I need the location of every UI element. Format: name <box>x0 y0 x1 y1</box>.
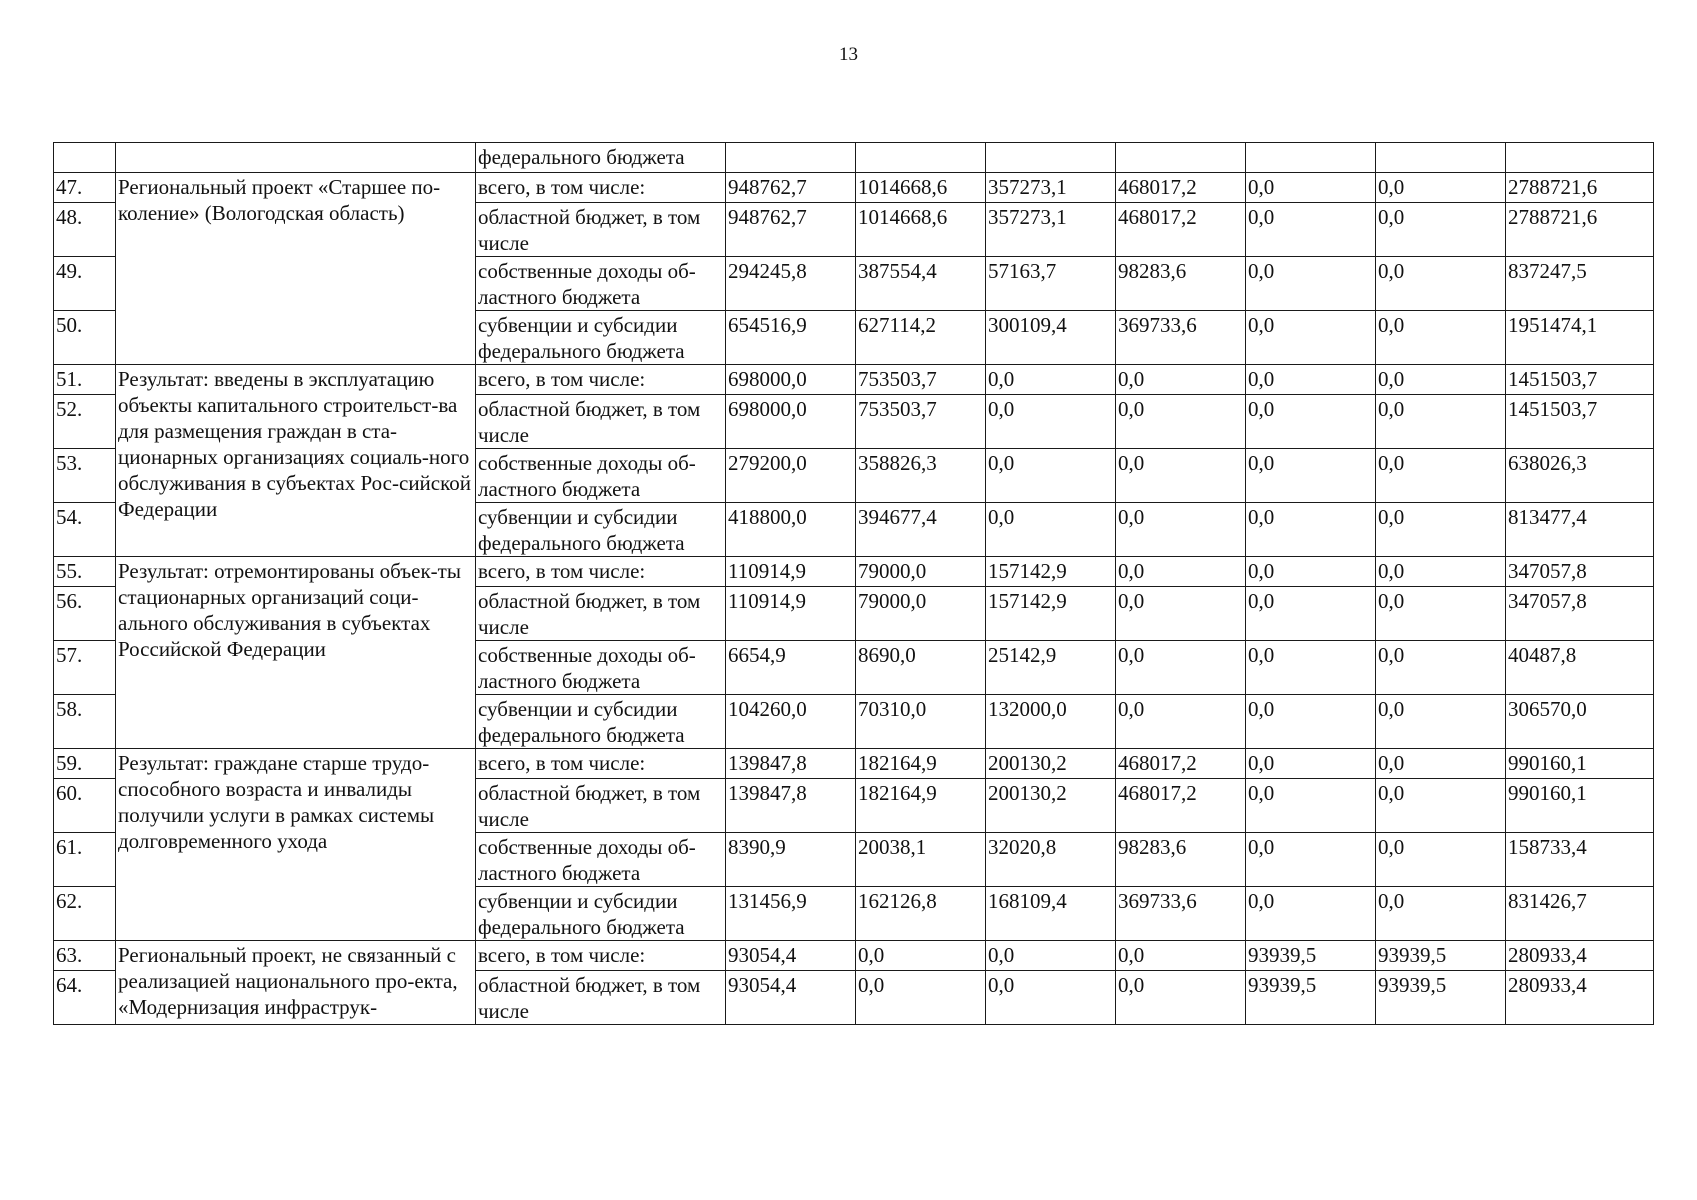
value-cell: 0,0 <box>1116 365 1246 395</box>
project-name: Региональный проект «Старшее по-коление» (Вологодская область) <box>116 173 476 365</box>
value-cell: 753503,7 <box>856 365 986 395</box>
row-index: 60. <box>54 779 116 833</box>
funding-category: собственные доходы об-ластного бюджета <box>476 833 726 887</box>
value-cell: 2788721,6 <box>1506 203 1654 257</box>
value-cell: 358826,3 <box>856 449 986 503</box>
value-cell: 0,0 <box>1246 779 1376 833</box>
row-index: 64. <box>54 971 116 1025</box>
value-cell: 394677,4 <box>856 503 986 557</box>
value-cell: 93939,5 <box>1376 941 1506 971</box>
value-cell: 93939,5 <box>1246 971 1376 1025</box>
row-index: 63. <box>54 941 116 971</box>
funding-category: субвенции и субсидии федерального бюджета <box>476 695 726 749</box>
value-cell: 157142,9 <box>986 587 1116 641</box>
project-name: Региональный проект, не связанный с реализацией национального про-екта, «Модернизация инфраструк- <box>116 941 476 1025</box>
value-cell: 0,0 <box>1376 449 1506 503</box>
value-cell: 280933,4 <box>1506 971 1654 1025</box>
value-cell: 627114,2 <box>856 311 986 365</box>
value-cell <box>1116 143 1246 173</box>
funding-category: областной бюджет, в том числе <box>476 779 726 833</box>
value-cell: 837247,5 <box>1506 257 1654 311</box>
index-cell <box>54 143 116 173</box>
value-cell: 753503,7 <box>856 395 986 449</box>
value-cell: 0,0 <box>1376 365 1506 395</box>
name-cell <box>116 143 476 173</box>
row-index: 56. <box>54 587 116 641</box>
value-cell: 357273,1 <box>986 203 1116 257</box>
row-index: 55. <box>54 557 116 587</box>
value-cell: 0,0 <box>1246 503 1376 557</box>
value-cell: 70310,0 <box>856 695 986 749</box>
row-index: 62. <box>54 887 116 941</box>
value-cell: 0,0 <box>1246 173 1376 203</box>
value-cell: 0,0 <box>986 395 1116 449</box>
table-row <box>54 173 1654 203</box>
value-cell: 0,0 <box>1246 257 1376 311</box>
value-cell: 0,0 <box>1116 587 1246 641</box>
value-cell: 168109,4 <box>986 887 1116 941</box>
value-cell: 0,0 <box>986 503 1116 557</box>
value-cell: 0,0 <box>1246 695 1376 749</box>
value-cell: 0,0 <box>986 449 1116 503</box>
value-cell: 347057,8 <box>1506 557 1654 587</box>
value-cell: 139847,8 <box>726 779 856 833</box>
value-cell: 132000,0 <box>986 695 1116 749</box>
value-cell <box>1506 143 1654 173</box>
row-index: 54. <box>54 503 116 557</box>
value-cell: 0,0 <box>1376 557 1506 587</box>
value-cell: 20038,1 <box>856 833 986 887</box>
page-number: 13 <box>839 44 858 65</box>
funding-category: всего, в том числе: <box>476 749 726 779</box>
value-cell <box>1246 143 1376 173</box>
value-cell: 0,0 <box>1376 779 1506 833</box>
value-cell: 93939,5 <box>1246 941 1376 971</box>
value-cell: 0,0 <box>986 365 1116 395</box>
value-cell: 104260,0 <box>726 695 856 749</box>
value-cell: 698000,0 <box>726 365 856 395</box>
value-cell: 0,0 <box>1376 887 1506 941</box>
project-name: Результат: отремонтированы объек-ты стационарных организаций соци-ального обслуживания в субъектах Российской Федерации <box>116 557 476 749</box>
value-cell: 93939,5 <box>1376 971 1506 1025</box>
value-cell: 369733,6 <box>1116 887 1246 941</box>
value-cell: 0,0 <box>1376 587 1506 641</box>
value-cell: 0,0 <box>1246 365 1376 395</box>
value-cell: 468017,2 <box>1116 203 1246 257</box>
value-cell: 200130,2 <box>986 749 1116 779</box>
value-cell: 0,0 <box>1376 503 1506 557</box>
value-cell: 79000,0 <box>856 587 986 641</box>
value-cell: 0,0 <box>1376 257 1506 311</box>
value-cell: 1014668,6 <box>856 203 986 257</box>
value-cell: 182164,9 <box>856 779 986 833</box>
value-cell: 1951474,1 <box>1506 311 1654 365</box>
value-cell: 0,0 <box>1116 557 1246 587</box>
value-cell: 0,0 <box>1376 749 1506 779</box>
value-cell: 369733,6 <box>1116 311 1246 365</box>
value-cell: 98283,6 <box>1116 833 1246 887</box>
value-cell: 8690,0 <box>856 641 986 695</box>
row-index: 51. <box>54 365 116 395</box>
category-cell: федерального бюджета <box>476 143 726 173</box>
funding-category: всего, в том числе: <box>476 173 726 203</box>
value-cell <box>986 143 1116 173</box>
value-cell: 0,0 <box>1246 749 1376 779</box>
value-cell: 0,0 <box>1116 971 1246 1025</box>
value-cell: 110914,9 <box>726 587 856 641</box>
value-cell: 698000,0 <box>726 395 856 449</box>
value-cell <box>856 143 986 173</box>
value-cell: 0,0 <box>1376 311 1506 365</box>
value-cell: 0,0 <box>1116 503 1246 557</box>
value-cell: 1014668,6 <box>856 173 986 203</box>
value-cell: 79000,0 <box>856 557 986 587</box>
table-row <box>54 749 1654 779</box>
value-cell: 0,0 <box>1246 587 1376 641</box>
value-cell: 357273,1 <box>986 173 1116 203</box>
value-cell: 0,0 <box>1376 695 1506 749</box>
row-index: 61. <box>54 833 116 887</box>
value-cell: 654516,9 <box>726 311 856 365</box>
funding-category: субвенции и субсидии федерального бюджета <box>476 887 726 941</box>
value-cell: 813477,4 <box>1506 503 1654 557</box>
value-cell: 0,0 <box>986 971 1116 1025</box>
value-cell: 300109,4 <box>986 311 1116 365</box>
funding-category: областной бюджет, в том числе <box>476 587 726 641</box>
value-cell <box>1376 143 1506 173</box>
value-cell: 0,0 <box>1246 449 1376 503</box>
value-cell: 0,0 <box>1116 695 1246 749</box>
funding-category: областной бюджет, в том числе <box>476 203 726 257</box>
row-index: 49. <box>54 257 116 311</box>
funding-category: всего, в том числе: <box>476 941 726 971</box>
value-cell <box>726 143 856 173</box>
funding-category: собственные доходы об-ластного бюджета <box>476 641 726 695</box>
funding-category: субвенции и субсидии федерального бюджета <box>476 503 726 557</box>
row-index: 57. <box>54 641 116 695</box>
value-cell: 831426,7 <box>1506 887 1654 941</box>
value-cell: 306570,0 <box>1506 695 1654 749</box>
value-cell: 0,0 <box>1116 641 1246 695</box>
value-cell: 0,0 <box>1246 641 1376 695</box>
value-cell: 0,0 <box>986 941 1116 971</box>
budget-table <box>53 142 1654 1025</box>
value-cell: 182164,9 <box>856 749 986 779</box>
row-index: 53. <box>54 449 116 503</box>
value-cell: 990160,1 <box>1506 779 1654 833</box>
value-cell: 0,0 <box>1246 833 1376 887</box>
value-cell: 387554,4 <box>856 257 986 311</box>
value-cell: 0,0 <box>1246 557 1376 587</box>
value-cell: 40487,8 <box>1506 641 1654 695</box>
row-index: 59. <box>54 749 116 779</box>
value-cell: 1451503,7 <box>1506 395 1654 449</box>
value-cell: 32020,8 <box>986 833 1116 887</box>
funding-category: всего, в том числе: <box>476 557 726 587</box>
value-cell: 418800,0 <box>726 503 856 557</box>
value-cell: 162126,8 <box>856 887 986 941</box>
value-cell: 347057,8 <box>1506 587 1654 641</box>
value-cell: 158733,4 <box>1506 833 1654 887</box>
value-cell: 638026,3 <box>1506 449 1654 503</box>
value-cell: 468017,2 <box>1116 173 1246 203</box>
funding-category: собственные доходы об-ластного бюджета <box>476 257 726 311</box>
value-cell: 93054,4 <box>726 941 856 971</box>
funding-category: областной бюджет, в том числе <box>476 971 726 1025</box>
table-row <box>54 941 1654 971</box>
value-cell: 0,0 <box>1246 311 1376 365</box>
value-cell: 279200,0 <box>726 449 856 503</box>
value-cell: 2788721,6 <box>1506 173 1654 203</box>
project-name: Результат: введены в эксплуатацию объекты капитального строительст-ва для размещения граждан в ста-ционарных организациях социаль-ного обслуживания в субъектах Рос-сийской Федерации <box>116 365 476 557</box>
value-cell: 0,0 <box>1246 203 1376 257</box>
value-cell: 25142,9 <box>986 641 1116 695</box>
value-cell: 6654,9 <box>726 641 856 695</box>
value-cell: 0,0 <box>856 941 986 971</box>
value-cell: 948762,7 <box>726 203 856 257</box>
value-cell: 0,0 <box>1376 641 1506 695</box>
value-cell: 0,0 <box>1376 395 1506 449</box>
value-cell: 57163,7 <box>986 257 1116 311</box>
value-cell: 0,0 <box>1116 395 1246 449</box>
table-row <box>54 557 1654 587</box>
funding-category: всего, в том числе: <box>476 365 726 395</box>
value-cell: 280933,4 <box>1506 941 1654 971</box>
row-index: 58. <box>54 695 116 749</box>
value-cell: 0,0 <box>1376 203 1506 257</box>
value-cell: 93054,4 <box>726 971 856 1025</box>
value-cell: 948762,7 <box>726 173 856 203</box>
value-cell: 139847,8 <box>726 749 856 779</box>
value-cell: 294245,8 <box>726 257 856 311</box>
value-cell: 8390,9 <box>726 833 856 887</box>
funding-category: субвенции и субсидии федерального бюджета <box>476 311 726 365</box>
value-cell: 0,0 <box>1246 395 1376 449</box>
value-cell: 131456,9 <box>726 887 856 941</box>
row-index: 48. <box>54 203 116 257</box>
value-cell: 200130,2 <box>986 779 1116 833</box>
value-cell: 1451503,7 <box>1506 365 1654 395</box>
value-cell: 0,0 <box>856 971 986 1025</box>
value-cell: 0,0 <box>1376 173 1506 203</box>
value-cell: 0,0 <box>1376 833 1506 887</box>
value-cell: 990160,1 <box>1506 749 1654 779</box>
funding-category: областной бюджет, в том числе <box>476 395 726 449</box>
value-cell: 0,0 <box>1116 941 1246 971</box>
value-cell: 157142,9 <box>986 557 1116 587</box>
value-cell: 0,0 <box>1246 887 1376 941</box>
continuation-row <box>54 143 1654 173</box>
value-cell: 0,0 <box>1116 449 1246 503</box>
value-cell: 468017,2 <box>1116 779 1246 833</box>
table-row <box>54 365 1654 395</box>
funding-category: собственные доходы об-ластного бюджета <box>476 449 726 503</box>
value-cell: 98283,6 <box>1116 257 1246 311</box>
value-cell: 468017,2 <box>1116 749 1246 779</box>
row-index: 47. <box>54 173 116 203</box>
project-name: Результат: граждане старше трудо-способного возраста и инвалиды получили услуги в рамках системы долговременного ухода <box>116 749 476 941</box>
row-index: 50. <box>54 311 116 365</box>
row-index: 52. <box>54 395 116 449</box>
value-cell: 110914,9 <box>726 557 856 587</box>
